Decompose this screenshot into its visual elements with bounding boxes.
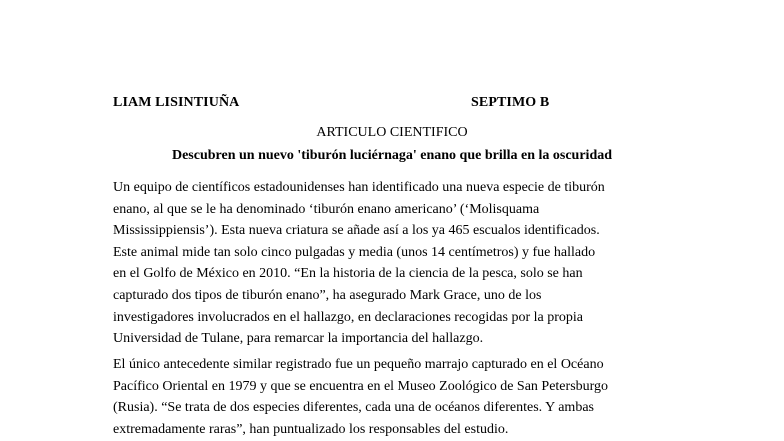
text-line: enano, al que se le ha denominado ‘tiburón enano americano’ (‘Molisquama [113, 201, 540, 217]
text-line: Este animal mide tan solo cinco pulgadas y media (unos 14 centímetros) y fue hallado [113, 244, 596, 260]
document-heading: ARTICULO CIENTIFICO [316, 125, 468, 140]
text-line: Pacífico Oriental en 1979 y que se encuentra en el Museo Zoológico de San Petersburgo [113, 378, 609, 394]
text-line: Mississippiensis’). Esta nueva criatura se añade así a los ya 465 escualos identificados. [113, 223, 600, 239]
text-line: capturado dos tipos de tiburón enano”, ha asegurado Mark Grace, uno de los [113, 287, 542, 303]
author-name: LIAM LISINTIUÑA [113, 95, 240, 110]
text-line: en el Golfo de México en 2010. “En la historia de la ciencia de la pesca, solo se han [113, 266, 583, 282]
paragraph-2 [113, 354, 693, 440]
article-title: Descubren un nuevo 'tiburón luciérnaga' enano que brilla en la oscuridad [171, 148, 613, 163]
grade-label: SEPTIMO B [471, 95, 550, 110]
text-line: El único antecedente similar registrado fue un pequeño marrajo capturado en el Océano [113, 357, 604, 372]
text-line: extremadamente raras”, han puntualizado los responsables del estudio. [113, 421, 509, 437]
paragraph-1 [113, 177, 693, 350]
text-line: (Rusia). “Se trata de dos especies diferentes, cada una de océanos diferentes. Y ambas [113, 400, 594, 416]
text-line: investigadores involucrados en el hallazgo, en declaraciones recogidas por la propia [113, 309, 583, 325]
text-line: Un equipo de científicos estadounidenses han identificado una nueva especie de tiburón [113, 180, 605, 195]
text-line: Universidad de Tulane, para remarcar la importancia del hallazgo. [113, 331, 484, 347]
